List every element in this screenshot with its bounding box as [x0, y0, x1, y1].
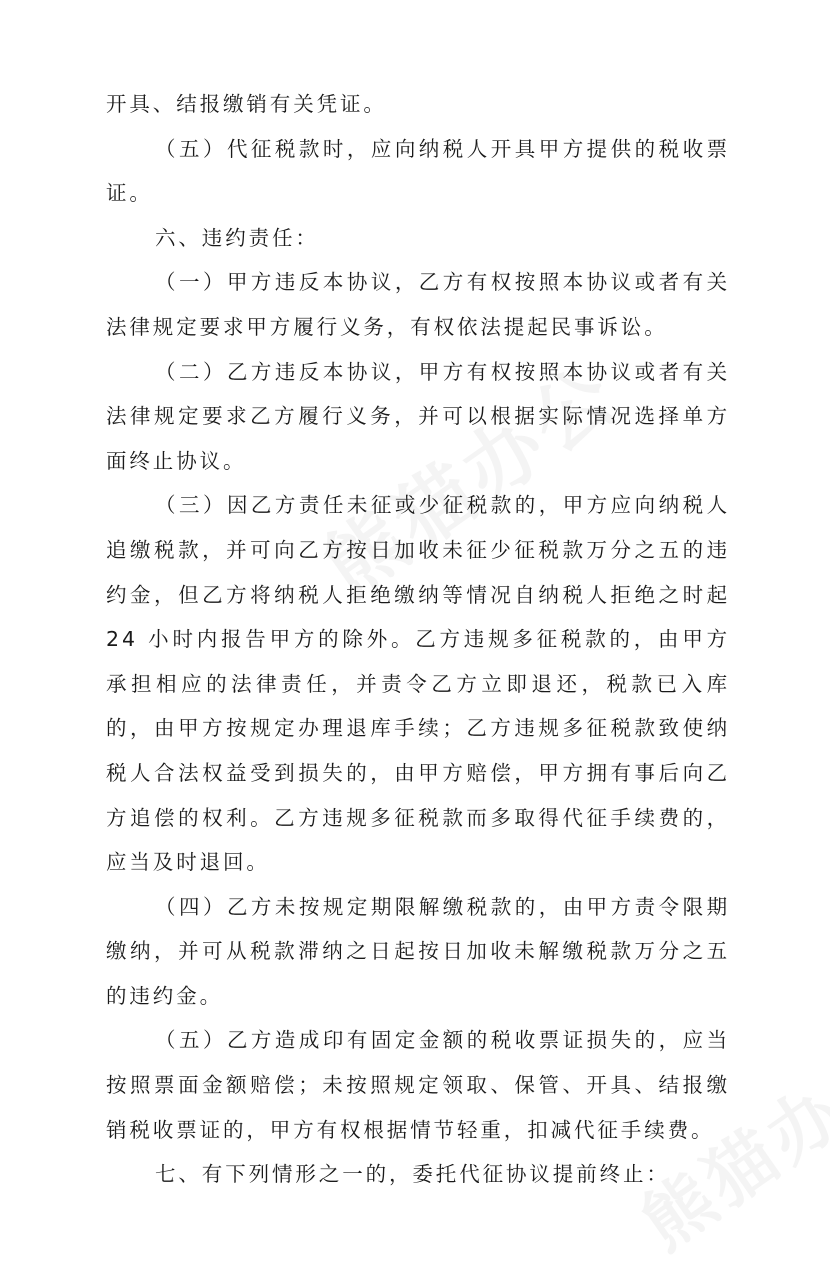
section-heading-early-termination: 七、有下列情形之一的，委托代征协议提前终止： — [155, 1162, 670, 1187]
section-heading-breach-liability: 六、违约责任： — [155, 225, 319, 250]
document-body — [106, 82, 730, 1197]
paragraph-breach-clause-5: （五）乙方造成印有固定金额的税收票证损失的，应当按照票面金额赔偿；未按照规定领取、保管、开具、结报缴销税收票证的，甲方有权根据情节轻重，扣减代征手续费。 — [106, 1028, 730, 1142]
paragraph-breach-clause-3: （三）因乙方责任未征或少征税款的，甲方应向纳税人追缴税款，并可向乙方按日加收未征少征税款万分之五的违约金，但乙方将纳税人拒绝缴纳等情况自纳税人拒绝之时起 24 小时内报告甲方的除外。乙方违规多征税款的，由甲方承担相应的法律责任，并责令乙方立即退还，税款已入库的，由甲方按规定办理退库手续；乙方违规多征税款致使纳税人合法权益受到损失的，由甲方赔偿，甲方拥有事后向乙方追偿的权利。乙方违规多征税款而多取得代征手续费的，应当及时退回。 — [106, 493, 730, 875]
paragraph-breach-clause-1: （一）甲方违反本协议，乙方有权按照本协议或者有关法律规定要求甲方履行义务，有权依法提起民事诉讼。 — [106, 270, 730, 339]
paragraph-clause-5-tax-receipts: （五）代征税款时，应向纳税人开具甲方提供的税收票证。 — [106, 136, 730, 206]
paragraph-continuation: 开具、结报缴销有关凭证。 — [106, 92, 387, 116]
paragraph-breach-clause-4: （四）乙方未按规定期限解缴税款的，由甲方责令限期缴纳，并可从税款滞纳之日起按日加收未解缴税款万分之五的违约金。 — [106, 894, 730, 1008]
paragraph-breach-clause-2: （二）乙方违反本协议，甲方有权按照本协议或者有关法律规定要求乙方履行义务，并可以根据实际情况选择单方面终止协议。 — [106, 359, 730, 473]
